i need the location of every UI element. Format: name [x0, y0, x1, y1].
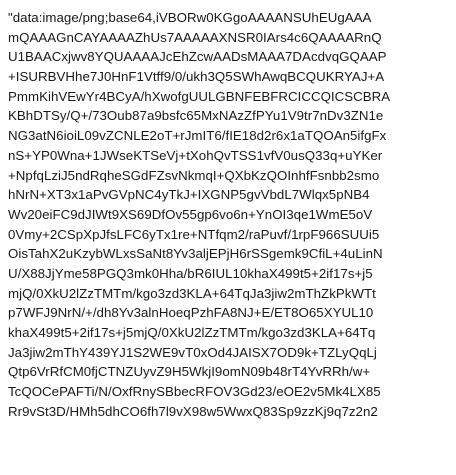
text-line: nS+YP0Wna+1JWseKTSeVj+tXohQvTSS1vfV0usQ33q+uYKer — [8, 147, 383, 163]
text-line: U/X88JjYme58PGQ3mk0Hha/bR6IUL10khaX499t5+2if17s+j5 — [8, 265, 373, 281]
text-line: 0Vmy+2CSpXpJfsLFC6yTx1re+NTfqm2/raPuvf/1rpF966SUUi5 — [8, 226, 380, 242]
text-line: mjQ/0XkU2lZzTMTm/kgo3zd3KLA+64TqJa3jiw2mThZkPkWTt — [8, 285, 376, 301]
text-line: PmmKihVEwYr4BCyA/hXwofgUULGBNFEBFRCICCQICSCBRA — [8, 88, 391, 104]
text-line: p7WFJ9NrN/+/dh8Yv3alnHoeqPzhFA8NJ+E/ET8O65XYUL10 — [8, 305, 374, 321]
text-line: Rr9vSt3D/HMh5dhCO6fh7l9vX98w5WwxQ83Sp9zzKj9q7z2n2 — [8, 403, 378, 419]
text-line: "data:image/png;base64,iVBORw0KGgoAAAANSUhEUgAAA — [8, 10, 372, 25]
text-line: hNrN+XT3x1aPvGVpNC4yTkJ+IXGNP5gvVbdL7Wlqx5pNB4 — [8, 187, 370, 203]
text-line: khaX499t5+2if17s+j5mjQ/0XkU2lZzTMTm/kgo3zd3KLA+64Tq — [8, 325, 376, 340]
text-line: TcQOCePAFTi/N/OxfRnySBbecRFOV3Gd23/eOE2v5Mk4LX85 — [8, 384, 381, 400]
text-line: mQAAAGnCAYAAAAZhUs7AAAAAXNSR0IArs4c6QAAAARnQ — [8, 29, 382, 45]
text-line: OisTahX2uKzybWLxsSaNt8Yv3aljEPjH6rSSgemk9CfiL+4uLinN — [8, 246, 383, 262]
text-line: U1BAACxjwv8YQUAAAAJcEhZcwAADsMAAA7DAcdvqGQAAP — [8, 49, 387, 65]
text-block — [8, 8, 450, 470]
text-line: +ISURBVHhe7J0HnF1Vtff9/0/ukh3Q5SWhAwqBCQUKRYAJ+A — [8, 69, 385, 85]
text-line: NG3atN6ioiL09vZCNLE2oT+rJmIT6/fIE18d2r6x1aTQOAn5ifgFx — [8, 128, 387, 144]
text-line: Qtp6VrRfCM0fjCTNZUyvZ9H5WkjI9omN09b48rT4YvRRh/w+ — [8, 364, 371, 380]
text-line: Ja3jiw2mThY439YJ1S2WE9vT0xOd4JAISX7OD9k+TZLyQqLj — [8, 344, 377, 360]
text-line: +NpfqLziJ5ndRqheSGdFZsvNkmqI+QXbKzQOInhfFsnbb2smo — [8, 167, 380, 183]
text-line: Wv20eiFC9dJIWt9XS69DfOv55gp6vo6n+YnOI3qe1WmE5oV — [8, 206, 373, 222]
text-line: KBhDTSy/Q+/73Oub87a9bsfc65MxNAzZfPYu1V9tr7nDv3ZN1e — [8, 108, 384, 124]
